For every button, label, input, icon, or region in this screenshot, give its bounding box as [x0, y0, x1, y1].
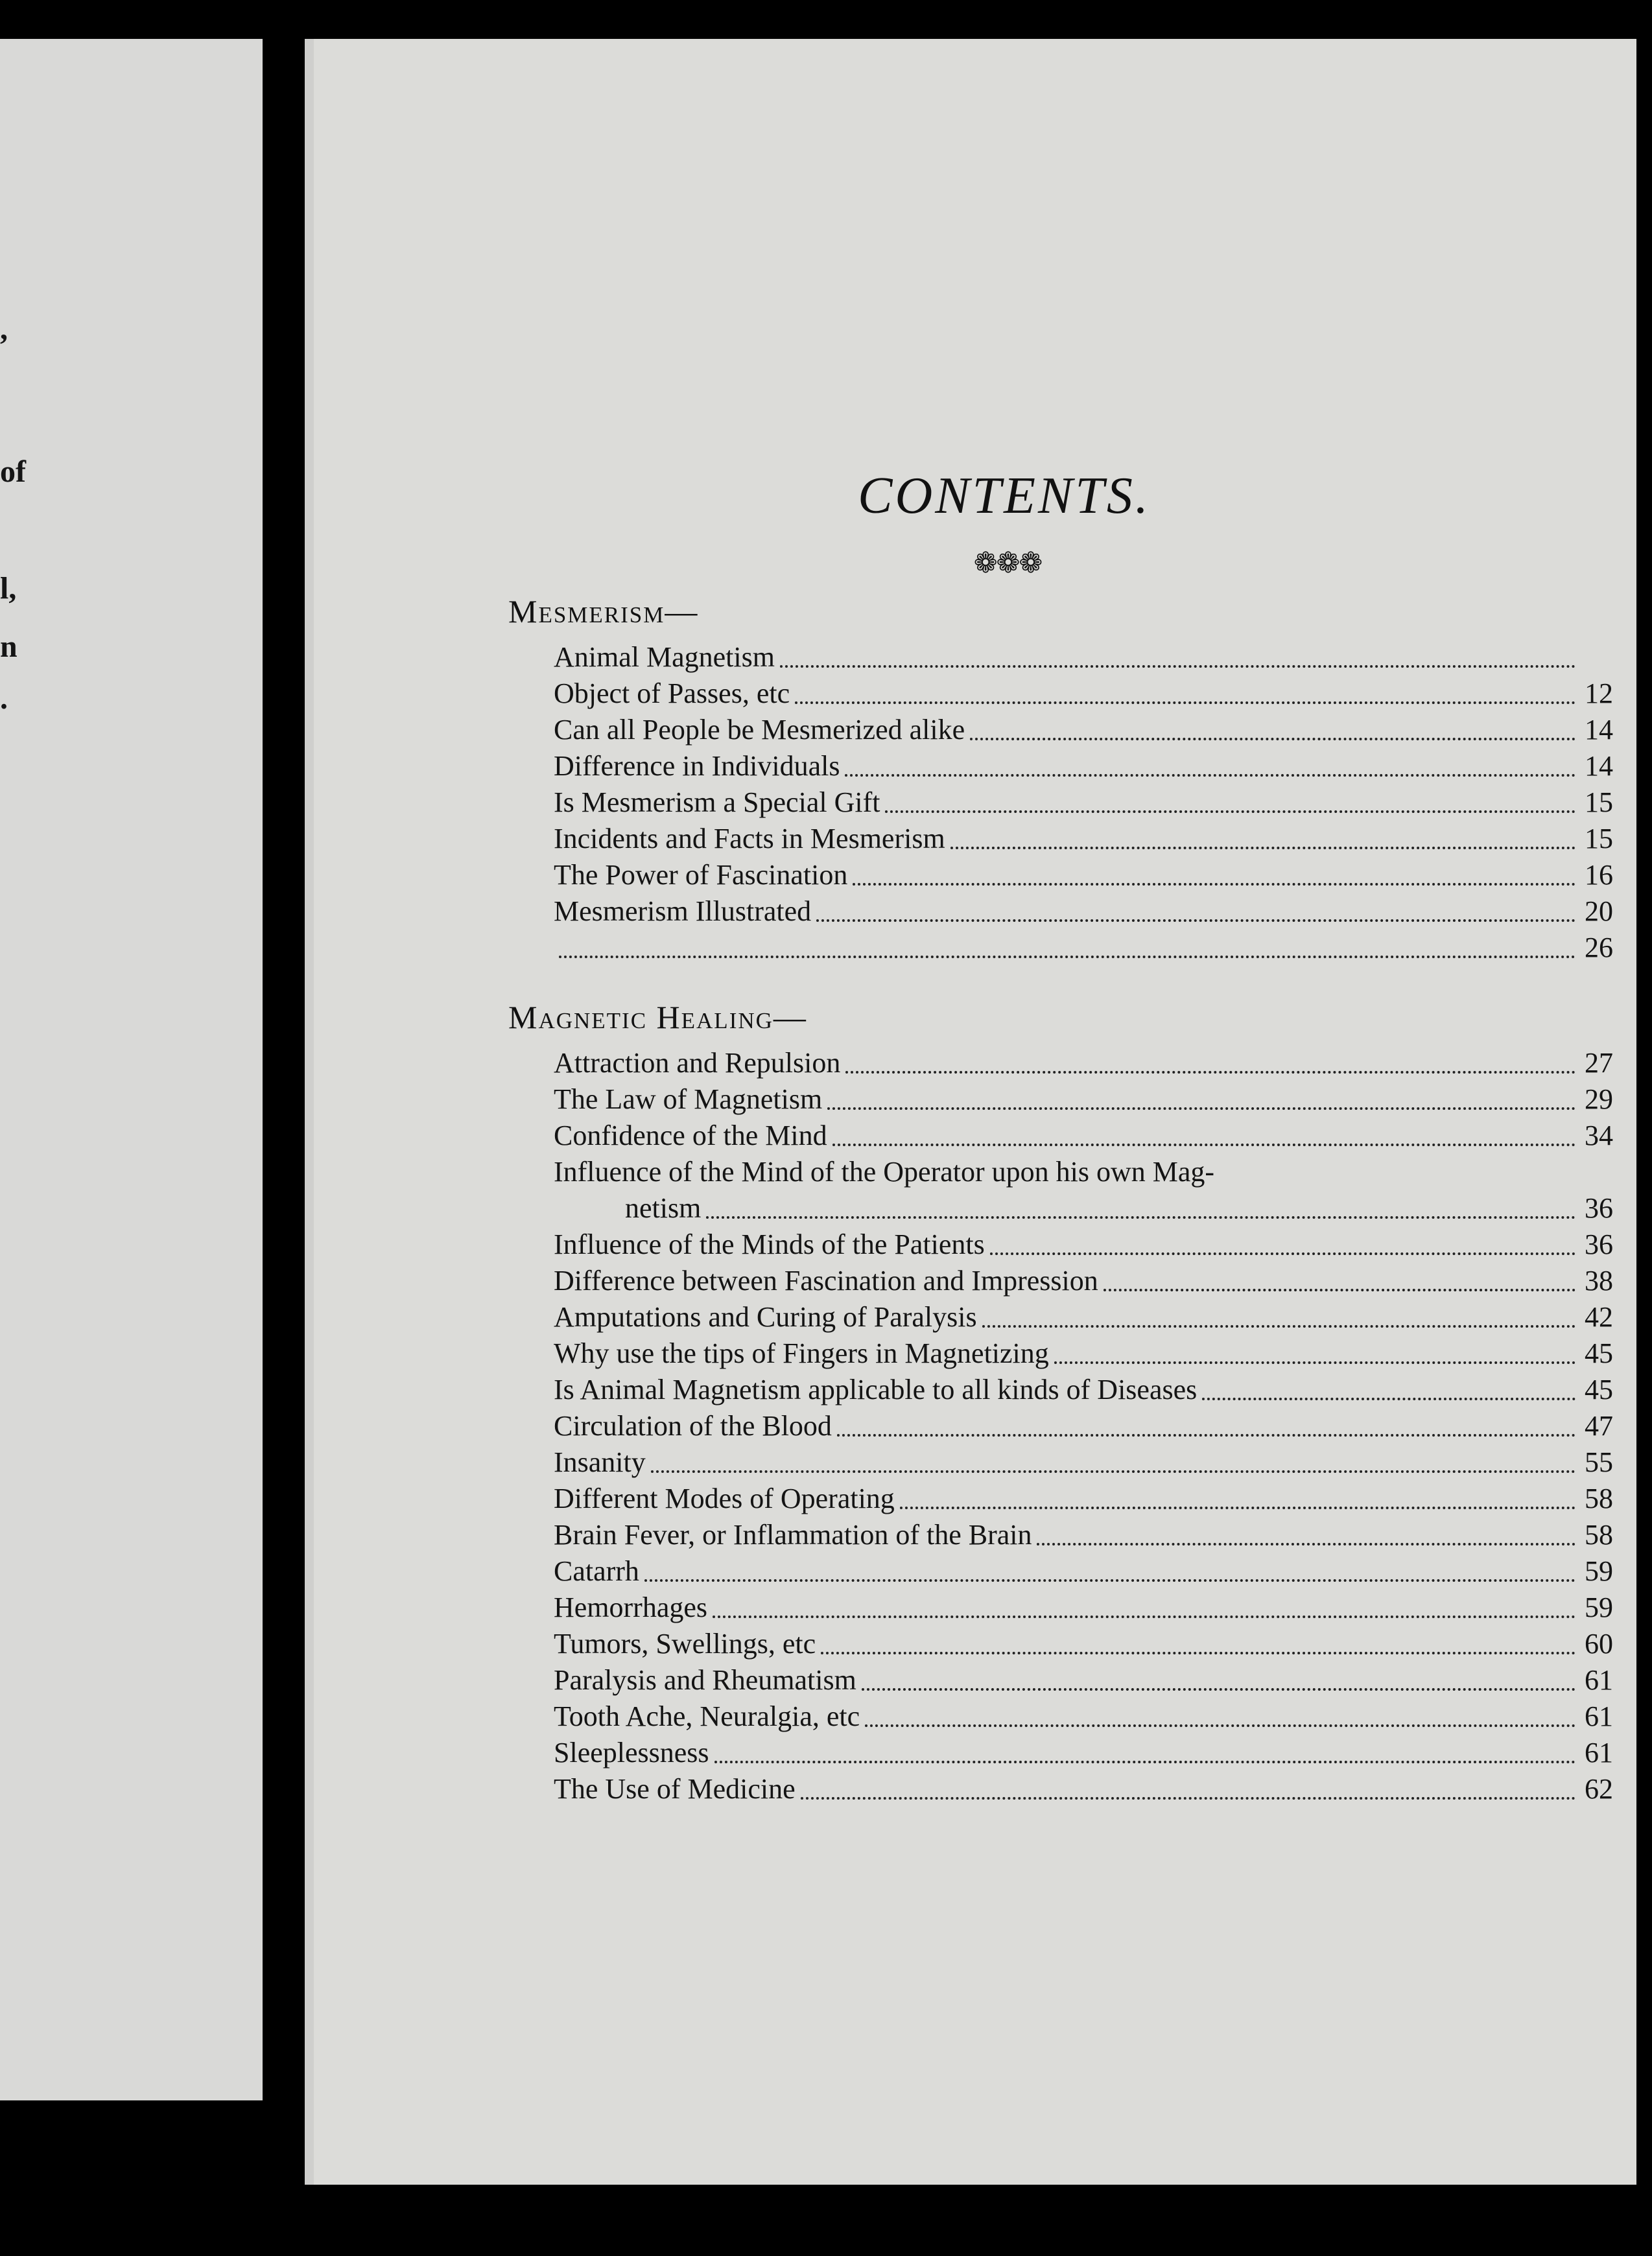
toc-entry [554, 748, 1643, 784]
toc-page-number: 42 [1585, 1301, 1613, 1333]
toc-entry-label: Difference in Individuals [554, 750, 840, 782]
toc-entry-label: Mesmerism Illustrated [554, 895, 812, 927]
ornament: ❁❁❁ [973, 547, 1042, 579]
toc-entry [554, 1263, 1643, 1299]
toc-entry [554, 1335, 1643, 1372]
toc-entry-label: The Law of Magnetism [554, 1083, 823, 1115]
left-page [0, 39, 263, 2100]
toc-entry-label: Insanity [554, 1446, 646, 1478]
toc-entry-label: Influence of the Minds of the Patients [554, 1228, 985, 1260]
dot-leader [982, 1325, 1575, 1328]
dot-leader [827, 1107, 1575, 1110]
toc-page-number: 60 [1585, 1628, 1613, 1660]
toc-page-number: 12 [1585, 677, 1613, 709]
toc-page-number: 38 [1585, 1265, 1613, 1297]
toc-entry-label: Tooth Ache, Neuralgia, etc [554, 1700, 860, 1732]
toc-page-number: 59 [1585, 1555, 1613, 1587]
toc-entry-continuation [554, 1190, 1643, 1227]
dot-leader [950, 847, 1575, 849]
toc-page-number: 34 [1585, 1120, 1613, 1151]
dot-leader [644, 1579, 1575, 1582]
toc-entry [554, 712, 1643, 748]
dot-leader [990, 1252, 1575, 1255]
toc-page-number: 59 [1585, 1592, 1613, 1623]
toc-page-number: 58 [1585, 1519, 1613, 1551]
toc-entry-label: Brain Fever, or Inflammation of the Brain [554, 1519, 1032, 1551]
dot-leader [832, 1144, 1575, 1146]
toc-entry [554, 1081, 1643, 1118]
dot-leader [801, 1797, 1575, 1800]
toc-entry [554, 1372, 1643, 1408]
dot-leader [706, 1216, 1575, 1219]
dot-leader [651, 1470, 1575, 1473]
left-fragment: l, [0, 571, 17, 605]
toc-entry-label: Difference between Fascination and Impression [554, 1265, 1098, 1297]
toc-entry [554, 1698, 1643, 1735]
toc-page-number: 36 [1585, 1228, 1613, 1260]
toc-entry [554, 1227, 1643, 1263]
toc-page-number: 45 [1585, 1337, 1613, 1369]
dot-leader [821, 1652, 1575, 1654]
toc-page-number: 47 [1585, 1410, 1613, 1442]
page-title: CONTENTS. [858, 467, 1151, 524]
section-heading: Mesmerism— [508, 593, 699, 629]
toc-entry [554, 857, 1643, 893]
toc-entry-label-wrap [554, 1154, 1643, 1227]
toc-entry-label: Object of Passes, etc [554, 677, 790, 709]
toc-page-number: 26 [1585, 932, 1613, 963]
toc-entry-label: Is Animal Magnetism applicable to all kinds of Diseases [554, 1374, 1198, 1405]
left-fragment: of [0, 454, 26, 489]
dot-leader [970, 738, 1575, 740]
right-page [305, 39, 1636, 2185]
toc-entry [554, 1444, 1643, 1481]
toc-page-number: 14 [1585, 750, 1613, 782]
toc-entry [554, 930, 1643, 966]
toc-entry [554, 1553, 1643, 1590]
toc-entry-label: Circulation of the Blood [554, 1410, 832, 1442]
toc-page-number: 20 [1585, 895, 1613, 927]
toc-entry [554, 1118, 1643, 1154]
toc-entry-label: Influence of the Mind of the Operator upon his own Mag- [554, 1156, 1215, 1188]
dot-leader [559, 956, 1575, 958]
toc-page-number: 58 [1585, 1483, 1613, 1514]
dot-leader [845, 774, 1575, 777]
toc-entry [554, 1408, 1643, 1444]
dot-leader [1202, 1398, 1575, 1400]
toc-page-number: 29 [1585, 1083, 1613, 1115]
toc-entry-label: Paralysis and Rheumatism [554, 1664, 856, 1696]
toc-page-number: 45 [1585, 1374, 1613, 1405]
toc-entry-label: Can all People be Mesmerized alike [554, 714, 965, 746]
toc-entry [554, 1154, 1643, 1227]
toc-page-number: 15 [1585, 823, 1613, 854]
table-of-contents [314, 467, 1636, 1807]
toc-page-number: 61 [1585, 1700, 1613, 1732]
dot-leader [837, 1434, 1575, 1437]
toc-entry [554, 1299, 1643, 1335]
toc-entry-label: Confidence of the Mind [554, 1120, 827, 1151]
dot-leader [1103, 1289, 1575, 1291]
toc-page-number: 61 [1585, 1737, 1613, 1768]
toc-entry-label: The Power of Fascination [554, 859, 848, 891]
toc-entry [554, 1626, 1643, 1662]
toc-entry-label: Amputations and Curing of Paralysis [554, 1301, 977, 1333]
toc-entry [554, 1481, 1643, 1517]
toc-entry-label: Is Mesmerism a Special Gift [554, 786, 880, 818]
dot-leader [1054, 1361, 1575, 1364]
toc-entry [554, 639, 1643, 676]
dot-leader [865, 1724, 1575, 1727]
dot-leader [845, 1071, 1575, 1074]
dot-leader [885, 810, 1575, 813]
dot-leader [795, 701, 1575, 704]
toc-entry-label: Attraction and Repulsion [554, 1047, 841, 1079]
toc-page-number: 15 [1585, 786, 1613, 818]
toc-entry-label: Animal Magnetism [554, 641, 775, 673]
dot-leader [816, 919, 1575, 922]
toc-entry-label: Incidents and Facts in Mesmerism [554, 823, 945, 854]
dot-leader [1037, 1543, 1575, 1545]
left-fragment: n [0, 629, 18, 664]
toc-entry [554, 1662, 1643, 1698]
toc-entry [554, 1771, 1643, 1807]
toc-entry [554, 893, 1643, 930]
toc-page-number: 62 [1585, 1773, 1613, 1805]
toc-entry-label: Catarrh [554, 1555, 639, 1587]
toc-entry [554, 1590, 1643, 1626]
toc-page-number: 27 [1585, 1047, 1613, 1079]
toc-page-number: 16 [1585, 859, 1613, 891]
left-fragment: , [0, 312, 8, 346]
toc-entry-label: The Use of Medicine [554, 1773, 796, 1805]
section-gap [314, 966, 1636, 992]
toc-page-number: 55 [1585, 1446, 1613, 1478]
toc-entry [554, 821, 1643, 857]
dot-leader [714, 1761, 1575, 1763]
toc-page-number: 36 [1585, 1192, 1613, 1224]
toc-entry [554, 1517, 1643, 1553]
dot-leader [853, 883, 1575, 886]
dot-leader [780, 665, 1575, 668]
toc-entry-label-cont: netism [625, 1192, 702, 1224]
toc-entry [554, 1045, 1643, 1081]
toc-entry [554, 676, 1643, 712]
toc-entry [554, 784, 1643, 821]
toc-entry-label: Different Modes of Operating [554, 1483, 895, 1514]
toc-entry-label: Sleeplessness [554, 1737, 709, 1768]
dot-leader [713, 1616, 1575, 1618]
toc-body [314, 593, 1636, 1807]
section-heading: Magnetic Healing— [508, 999, 807, 1035]
toc-entry-label: Hemorrhages [554, 1592, 708, 1623]
left-fragment: . [0, 681, 8, 716]
dot-leader [900, 1507, 1575, 1509]
toc-page-number: 14 [1585, 714, 1613, 746]
toc-entry-label: Why use the tips of Fingers in Magnetizing [554, 1337, 1049, 1369]
toc-page-number: 61 [1585, 1664, 1613, 1696]
toc-entry [554, 1735, 1643, 1771]
dot-leader [862, 1688, 1575, 1691]
toc-entry-label: Tumors, Swellings, etc [554, 1628, 816, 1660]
